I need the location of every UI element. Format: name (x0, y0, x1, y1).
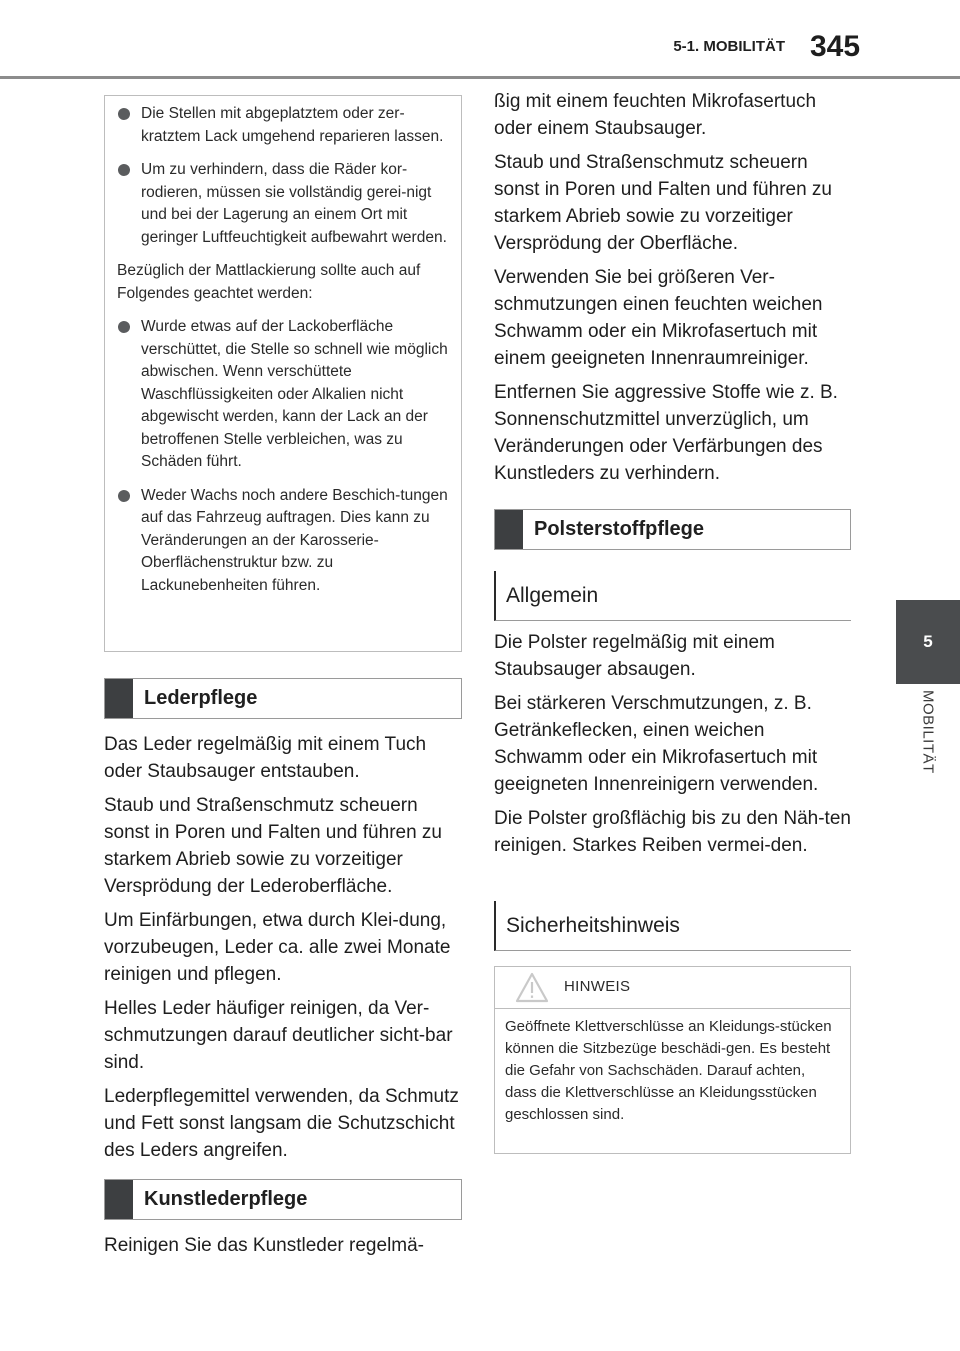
header-divider (0, 76, 960, 79)
paragraph: Staub und Straßenschmutz scheuern sonst in Poren und Falten und führen zu starkem Abrieb sowie zu vorzeitiger Versprödung der Oberfläche. (494, 152, 833, 254)
paragraph: Verwenden Sie bei größeren Ver-schmutzungen einen feuchten weichen Schwamm oder ein Mikrofasertuch mit einem geeigneten Innenraumreiniger. (494, 267, 823, 369)
heading-bar (495, 510, 523, 549)
section-heading-kunstlederpflege (104, 1179, 462, 1220)
section-heading-lederpflege (104, 678, 462, 719)
bullet-dot-icon (118, 490, 130, 502)
bullet-dot-icon (118, 108, 130, 120)
section-heading-text: Kunstlederpflege (144, 1188, 308, 1210)
notice-title: HINWEIS (564, 978, 631, 995)
notice-text: Geöffnete Klettverschlüsse an Kleidungs-stücken können die Sitzbezüge beschädi-gen. Es besteht die Gefahr von Sachschäden. Darauf achten, dass die Klettverschlüsse an Kleidungsstücken geschlossen sind. (505, 1018, 832, 1123)
notebox-paragraph: Bezüglich der Mattlackierung sollte auch auf Folgendes geachtet werden: (117, 262, 421, 302)
list-item-text: Wurde etwas auf der Lackoberfläche verschüttet, die Stelle so schnell wie möglich abwischen. Wenn verschüttete Waschflüssigkeiten oder Alkalien nicht abgewischt werden, kann der Lack an der betroffenen Stelle verbleichen, was zu Schäden führt. (141, 318, 448, 470)
lederpflege-body (104, 731, 464, 1171)
paragraph: Die Polster regelmäßig mit einem Staubsauger absaugen. (494, 632, 775, 680)
notice-box (494, 966, 851, 1154)
list-item-text: Um zu verhindern, dass die Räder kor-rodieren, müssen sie vollständig gerei-nigt und bei der Lagerung an einem Ort mit geringer Luftfeuchtigkeit aufbewahrt werden. (141, 161, 447, 246)
list-item-text: Weder Wachs noch andere Beschich-tungen auf das Fahrzeug auftragen. Dies kann zu Veränderungen an der Karosserie-Oberflächenstruktur bzw. zu Lackunebenheiten führen. (141, 486, 448, 594)
paragraph: Um Einfärbungen, etwa durch Klei-dung, vorzubeugen, Leder ca. alle zwei Monate reinigen und pflegen. (104, 910, 451, 985)
paragraph: Entfernen Sie aggressive Stoffe wie z. B. Sonnenschutzmittel unverzüglich, um Veränderungen oder Verfärbungen des Kunstleders zu verhindern. (494, 382, 838, 484)
heading-bar (105, 1180, 133, 1219)
heading-bar (105, 679, 133, 718)
kunstlederpflege-body-start (104, 1232, 464, 1266)
bullet-dot-icon (118, 164, 130, 176)
paragraph: Die Polster großflächig bis zu den Näh-ten reinigen. Starkes Reiben vermei-den. (494, 808, 851, 856)
list-item (117, 103, 449, 148)
list-item (117, 485, 449, 598)
chapter-tab-label-text: MOBILITÄT (919, 690, 937, 774)
section-heading-text: Lederpflege (144, 687, 258, 709)
subheading-allgemein: Allgemein (494, 571, 851, 621)
paragraph: Reinigen Sie das Kunstleder regelmä- (104, 1235, 425, 1256)
chapter-tab-label (896, 684, 960, 804)
polsterstoffpflege-body (494, 629, 854, 866)
kunstlederpflege-body-cont (494, 88, 854, 494)
warning-triangle-icon (515, 972, 549, 1003)
paragraph: Helles Leder häufiger reinigen, da Ver-schmutzungen darauf deutlicher sicht-bar sind. (104, 998, 453, 1073)
paragraph: Staub und Straßenschmutz scheuern sonst in Poren und Falten und führen zu starkem Abrieb sowie zu vorzeitiger Versprödung der Lederoberfläche. (104, 795, 443, 897)
list-item-text: Die Stellen mit abgeplatztem oder zer-kratztem Lack umgehend reparieren lassen. (141, 105, 444, 145)
chapter-tab-number: 5 (896, 600, 960, 684)
paragraph: ßig mit einem feuchten Mikrofasertuch oder einem Staubsauger. (494, 91, 817, 139)
section-heading-text: Polsterstoffpflege (534, 518, 705, 540)
paragraph: Das Leder regelmäßig mit einem Tuch oder Staubsauger entstauben. (104, 734, 427, 782)
bullet-dot-icon (118, 321, 130, 333)
matt-paint-notes-box (104, 95, 462, 652)
running-header-chapter: 5-1. MOBILITÄT (673, 38, 785, 55)
paragraph: Lederpflegemittel verwenden, da Schmutz und Fett sonst langsam die Schutzschicht des Leders angreifen. (104, 1086, 459, 1161)
list-item (117, 159, 449, 249)
list-item (117, 316, 449, 474)
paragraph: Bei stärkeren Verschmutzungen, z. B. Getränkeflecken, einen weichen Schwamm oder ein Mikrofasertuch mit geeigneten Innenreinigern verwenden. (494, 693, 819, 795)
subheading-sicherheitshinweis: Sicherheitshinweis (494, 901, 851, 951)
notice-header (495, 967, 850, 1009)
page-number: 345 (810, 30, 861, 63)
section-heading-polsterstoffpflege (494, 509, 851, 550)
